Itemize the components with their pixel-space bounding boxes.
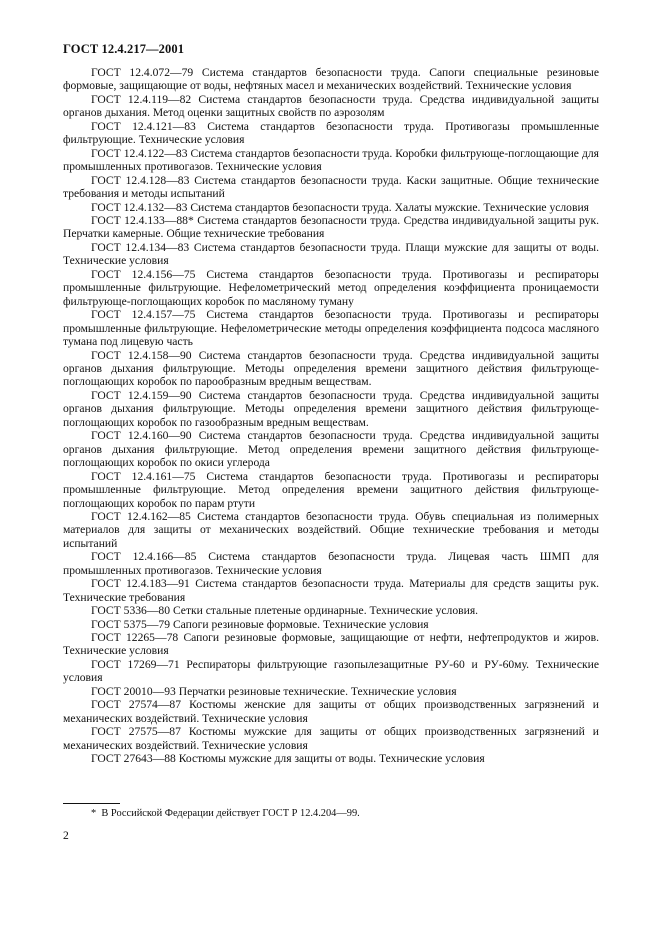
reference-code: ГОСТ 12.4.128—83: [91, 173, 190, 187]
reference-code: ГОСТ 5375—79: [91, 617, 171, 631]
reference-title: Костюмы женские для защиты от общих производственных загрязнений и механических воздействий. Технические условия: [63, 698, 599, 725]
reference-code: ГОСТ 12.4.183—91: [91, 577, 190, 591]
reference-code: ГОСТ 12.4.133—88*: [91, 213, 194, 227]
reference-code: ГОСТ 5336—80: [91, 604, 171, 618]
reference-title: Система стандартов безопасности труда. Средства индивидуальной защиты органов дыхания фильтрующие. Методы определения времени защитного действия фильтрующе-поглощающих коробок по парообразным вредным веществам.: [63, 348, 599, 389]
reference-item: [63, 658, 599, 685]
reference-code: ГОСТ 12.4.134—83: [91, 240, 190, 254]
reference-title: Система стандартов безопасности труда. Противогазы промышленные фильтрующие. Технические условия: [63, 119, 599, 147]
reference-title: Система стандартов безопасности труда. Халаты мужские. Технические условия: [190, 200, 589, 214]
reference-item: [63, 618, 599, 631]
reference-item: [63, 752, 599, 765]
reference-item: [63, 308, 599, 348]
footnote-divider: [63, 803, 120, 804]
reference-title: Перчатки резиновые технические. Технические условия: [178, 684, 457, 698]
reference-code: ГОСТ 12.4.122—83: [91, 146, 188, 160]
reference-title: Система стандартов безопасности труда. Обувь специальная из полимерных материалов для защиты от механических воздействий. Общие технические требования и методы испытаний: [63, 509, 599, 550]
reference-code: ГОСТ 12.4.121—83: [91, 119, 196, 133]
reference-title: Система стандартов безопасности труда. Сапоги специальные резиновые формовые, защищающие от воды, нефтяных масел и механических воздействий. Технические условия: [63, 66, 599, 93]
reference-item: [63, 241, 599, 268]
reference-item: [63, 698, 599, 725]
reference-title: Сетки стальные плетеные ординарные. Технические условия.: [172, 604, 479, 618]
reference-code: ГОСТ 12.4.159—90: [91, 388, 192, 402]
reference-item: [63, 550, 599, 577]
reference-code: ГОСТ 12.4.161—75: [91, 469, 196, 483]
reference-item: [63, 349, 599, 389]
reference-item: [63, 93, 599, 120]
reference-title: Сапоги резиновые формовые. Технические условия: [172, 617, 429, 631]
reference-code: ГОСТ 20010—93: [91, 684, 176, 698]
reference-title: Система стандартов безопасности труда. Лицевая часть ШМП для промышленных противогазов. Технические условия: [63, 550, 599, 577]
reference-item: [63, 725, 599, 752]
reference-item: [63, 201, 599, 214]
reference-item: [63, 685, 599, 698]
reference-title: Респираторы фильтрующие газопылезащитные РУ-60 и РУ-60му. Технические условия: [63, 657, 599, 685]
reference-title: Система стандартов безопасности труда. Средства индивидуальной защиты рук. Перчатки камерные. Общие технические требования: [63, 213, 599, 241]
reference-code: ГОСТ 27574—87: [91, 698, 182, 712]
reference-code: ГОСТ 12.4.156—75: [91, 267, 196, 281]
reference-code: ГОСТ 12.4.158—90: [91, 348, 192, 362]
reference-title: Сапоги резиновые формовые, защищающие от нефти, нефтепродуктов и жиров. Технические условия: [63, 631, 599, 658]
footnote-marker: *: [91, 808, 97, 819]
reference-item: [63, 147, 599, 174]
footnote: [91, 808, 360, 819]
reference-code: ГОСТ 27575—87: [91, 725, 181, 739]
reference-code: ГОСТ 12.4.160—90: [91, 429, 192, 443]
reference-title: Система стандартов безопасности труда. Плащи мужские для защиты от воды. Технические условия: [63, 240, 599, 268]
reference-title: Система стандартов безопасности труда. Каски защитные. Общие технические требования и методы испытаний: [63, 173, 599, 201]
reference-item: [63, 389, 599, 429]
reference-title: Система стандартов безопасности труда. Противогазы и респираторы промышленные фильтрующие. Нефелометрический метод определения коэффициента проницаемости фильтрующе-поглощающих коробок по масляному туману: [63, 267, 599, 308]
normative-references-list: [63, 66, 599, 766]
reference-item: [63, 120, 599, 147]
reference-item: [63, 470, 599, 510]
reference-code: ГОСТ 12.4.157—75: [91, 308, 196, 322]
reference-code: ГОСТ 12.4.166—85: [91, 550, 197, 564]
footnote-text: В Российской Федерации действует ГОСТ Р 12.4.204—99.: [101, 808, 360, 819]
reference-code: ГОСТ 17269—71: [91, 657, 180, 671]
reference-title: Костюмы мужские для защиты от воды. Технические условия: [178, 752, 485, 766]
reference-code: ГОСТ 12.4.119—82: [91, 92, 192, 106]
reference-item: [63, 268, 599, 308]
reference-title: Костюмы мужские для защиты от общих производственных загрязнений и механических воздействий. Технические условия: [63, 725, 599, 752]
reference-title: Система стандартов безопасности труда. Средства индивидуальной защиты органов дыхания фильтрующие. Методы определения времени защитного действия фильтрующе-поглощающих коробок по газообразным вредным веществам.: [63, 388, 599, 429]
document-header: ГОСТ 12.4.217—2001: [63, 42, 185, 56]
reference-item: [63, 604, 599, 617]
reference-title: Система стандартов безопасности труда. Противогазы и респираторы промышленные фильтрующие. Нефелометрические методы определения коэффициента подсоса масляного тумана под лицевую часть: [63, 308, 599, 349]
reference-item: [63, 174, 599, 201]
reference-code: ГОСТ 27643—88: [91, 752, 176, 766]
reference-item: [63, 631, 599, 658]
reference-item: [63, 510, 599, 550]
reference-title: Система стандартов безопасности труда. Коробки фильтрующе-поглощающие для промышленных противогазов. Технические условия: [63, 146, 599, 174]
reference-title: Система стандартов безопасности труда. Материалы для средств защиты рук. Технические требования: [63, 577, 599, 604]
reference-title: Система стандартов безопасности труда. Средства индивидуальной защиты органов дыхания фильтрующие. Метод определения времени защитного действия фильтрующе-поглощающих коробок по окиси углерода: [63, 429, 599, 470]
reference-item: [63, 577, 599, 604]
page-number: 2: [63, 829, 69, 842]
reference-code: ГОСТ 12.4.132—83: [91, 200, 188, 214]
reference-code: ГОСТ 12265—78: [91, 631, 179, 645]
reference-item: [63, 429, 599, 469]
reference-item: [63, 214, 599, 241]
reference-item: [63, 66, 599, 93]
reference-code: ГОСТ 12.4.072—79: [91, 66, 194, 79]
reference-code: ГОСТ 12.4.162—85: [91, 509, 191, 523]
reference-title: Система стандартов безопасности труда. Противогазы и респираторы промышленные фильтрующие. Метод определения времени защитного действия фильтрующе-поглощающих коробок по парам ртути: [63, 469, 599, 510]
reference-title: Система стандартов безопасности труда. Средства индивидуальной защиты органов дыхания. Метод оценки защитных свойств по аэрозолям: [63, 92, 600, 120]
